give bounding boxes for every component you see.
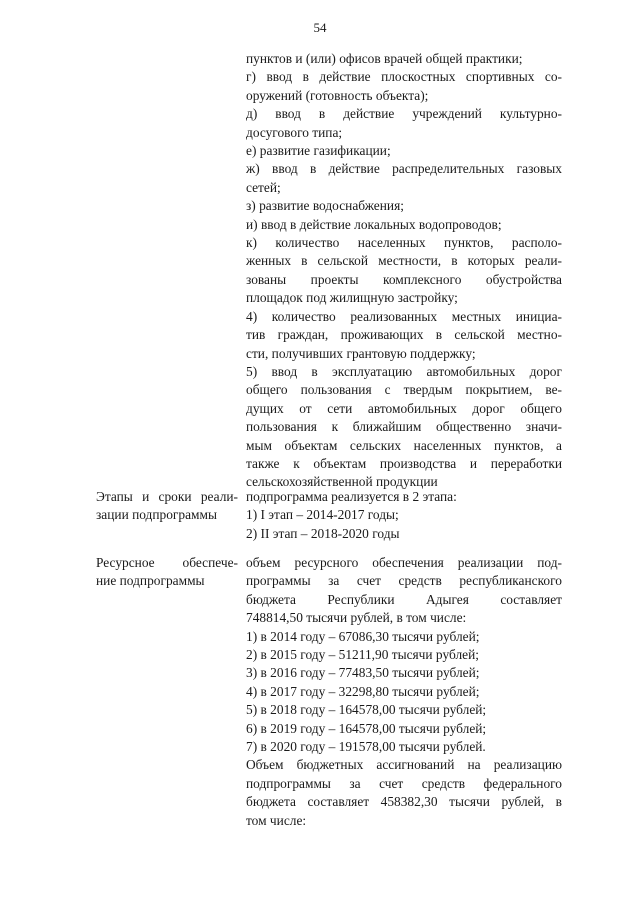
text-line: пользования к ближайшим общественно значи- xyxy=(246,419,562,435)
text-line: 3) в 2016 году – 77483,50 тысячи рублей; xyxy=(246,665,480,681)
text-line: пунктов и (или) офисов врачей общей практики; xyxy=(246,51,523,66)
text-line: досугового типа; xyxy=(246,124,343,140)
text-line: бюджета Республики Адыгея составляет xyxy=(246,591,562,607)
text-line: оружений (готовность объекта); xyxy=(246,87,429,103)
text-line: 5) ввод в эксплуатацию автомобильных дорог xyxy=(246,363,562,379)
goals-continued-text xyxy=(246,50,562,492)
text-line: е) развитие газификации; xyxy=(246,143,391,159)
text-line: 1) в 2014 году – 67086,30 тысячи рублей; xyxy=(246,628,480,644)
text-line: 5) в 2018 году – 164578,00 тысячи рублей; xyxy=(246,702,487,718)
label-line: Ресурсное обеспече- xyxy=(96,555,238,570)
text-line: сельскохозяйственной продукции xyxy=(246,474,438,490)
stages-content xyxy=(246,488,562,543)
text-line: бюджета составляет 458382,30 тысячи рублей, в xyxy=(246,794,562,810)
text-line: 7) в 2020 году – 191578,00 тысячи рублей. xyxy=(246,739,486,755)
text-line: женных в сельской местности, в которых реали- xyxy=(246,253,562,269)
text-line: подпрограмма реализуется в 2 этапа: xyxy=(246,489,457,504)
resources-content xyxy=(246,554,562,830)
text-line: 4) в 2017 году – 32298,80 тысячи рублей; xyxy=(246,683,480,699)
label-line: ние подпрограммы xyxy=(96,573,205,589)
text-line: также к объектам производства и переработки xyxy=(246,455,562,471)
text-line: 748814,50 тысячи рублей, в том числе: xyxy=(246,610,467,626)
text-line: ж) ввод в действие распределительных газовых xyxy=(246,161,562,177)
text-line: 6) в 2019 году – 164578,00 тысячи рублей; xyxy=(246,720,487,736)
text-line: том числе: xyxy=(246,812,307,828)
resources-label xyxy=(96,554,238,591)
text-line: з) развитие водоснабжения; xyxy=(246,198,404,214)
text-line: 2) в 2015 году – 51211,90 тысячи рублей; xyxy=(246,647,479,663)
text-line: дущих от сети автомобильных дорог общего xyxy=(246,400,562,416)
text-line: сетей; xyxy=(246,179,281,195)
text-line: Объем бюджетных ассигнований на реализацию xyxy=(246,757,562,773)
page-number: 54 xyxy=(313,20,327,35)
text-line: зованы проекты комплексного обустройства xyxy=(246,271,562,287)
text-line: д) ввод в действие учреждений культурно- xyxy=(246,106,562,122)
text-line: 2) II этап – 2018-2020 годы xyxy=(246,525,400,541)
text-line: 1) I этап – 2014-2017 годы; xyxy=(246,507,399,523)
text-line: объем ресурсного обеспечения реализации под- xyxy=(246,555,562,570)
text-line: площадок под жилищную застройку; xyxy=(246,290,458,306)
stages-label xyxy=(96,488,238,525)
label-line: Этапы и сроки реали- xyxy=(96,489,238,504)
text-line: подпрограммы за счет средств федерального xyxy=(246,775,562,791)
text-line: общего пользования с твердым покрытием, ве- xyxy=(246,382,562,398)
text-line: мым объектам сельских населенных пунктов, а xyxy=(246,437,562,453)
text-line: программы за счет средств республиканского xyxy=(246,573,562,589)
text-line: г) ввод в действие плоскостных спортивных со- xyxy=(246,69,562,85)
label-line: зации подпрограммы xyxy=(96,507,217,523)
text-line: к) количество населенных пунктов, располо- xyxy=(246,235,562,251)
text-line: тив граждан, проживающих в сельской местно- xyxy=(246,327,562,343)
text-line: и) ввод в действие локальных водопроводов; xyxy=(246,216,502,232)
text-line: сти, получивших грантовую поддержку; xyxy=(246,345,476,361)
text-line: 4) количество реализованных местных инициа- xyxy=(246,308,562,324)
